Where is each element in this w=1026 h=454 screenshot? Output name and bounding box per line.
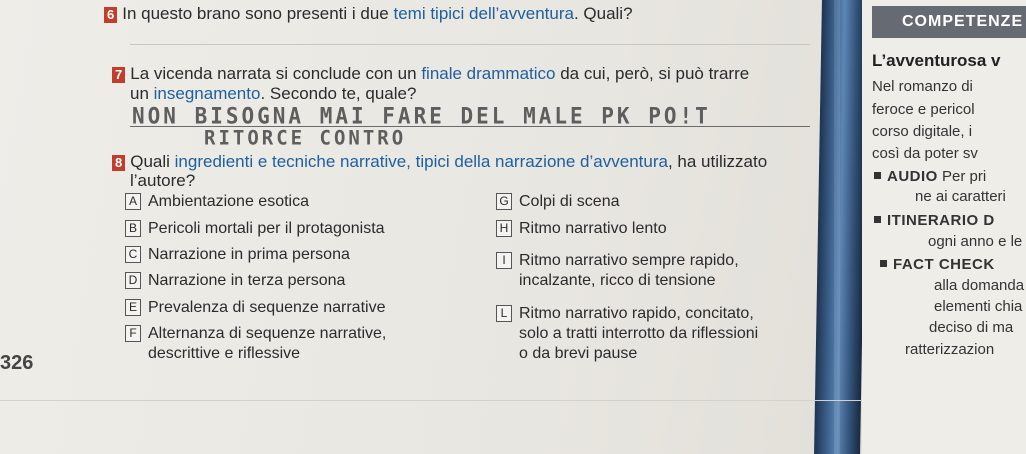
option-letter: C xyxy=(125,246,141,263)
bullet-icon xyxy=(874,216,881,223)
option-c[interactable]: C Narrazione in prima persona xyxy=(125,246,350,264)
sidebar-line: alla domanda xyxy=(934,277,1025,294)
question-8: 8 Quali ingredienti e tecniche narrative, tipici della narrazione d’avventura, ha utilizzato xyxy=(112,152,767,172)
sidebar-line: ne ai caratteri xyxy=(915,188,1006,205)
option-i-line2: incalzante, ricco di tensione xyxy=(519,272,716,289)
highlighted-term: finale drammatico xyxy=(421,64,556,83)
option-f-line2: descrittive e riflessive xyxy=(148,345,301,362)
option-l-line2: solo a tratti interrotto da riflessioni xyxy=(519,325,759,342)
option-d[interactable]: D Narrazione in terza persona xyxy=(125,272,345,290)
question-7-line2: un insegnamento. Secondo te, quale? xyxy=(130,84,417,103)
option-letter: F xyxy=(125,325,141,342)
page-edge xyxy=(0,400,862,401)
audio-item: AUDIO Per pri xyxy=(874,168,986,185)
option-b[interactable]: B Pericoli mortali per il protagonista xyxy=(125,220,385,238)
sidebar-line: così da poter sv xyxy=(872,145,978,162)
option-f[interactable]: F Alternanza di sequenze narrative, xyxy=(125,325,386,343)
question-6: 6 In questo brano sono presenti i due temi tipici dell’avventura. Quali? xyxy=(104,4,633,24)
sidebar-line: deciso di ma xyxy=(929,319,1014,336)
fact-check-item: FACT CHECK xyxy=(880,256,995,273)
option-letter: A xyxy=(125,193,141,210)
question-number: 6 xyxy=(104,7,117,23)
option-letter: E xyxy=(125,299,141,316)
bullet-icon xyxy=(874,172,881,179)
pencil-highlight xyxy=(834,0,840,454)
handwritten-answer-line1: NON BISOGNA MAI FARE DEL MALE PK PO!T xyxy=(132,103,711,129)
sidebar-line: elementi chia xyxy=(934,298,1023,315)
option-letter: H xyxy=(496,220,512,237)
page-number: 326 xyxy=(0,352,34,374)
question-number: 7 xyxy=(112,67,125,83)
option-letter: G xyxy=(496,193,512,210)
sidebar-line: corso digitale, i xyxy=(872,123,973,140)
option-h[interactable]: H Ritmo narrativo lento xyxy=(496,220,667,238)
option-e[interactable]: E Prevalenza di sequenze narrative xyxy=(125,299,385,317)
option-i[interactable]: I Ritmo narrativo sempre rapido, xyxy=(496,252,739,270)
option-a[interactable]: A Ambientazione esotica xyxy=(125,193,309,211)
option-l[interactable]: L Ritmo narrativo rapido, concitato, xyxy=(496,305,754,323)
option-letter: L xyxy=(496,305,512,322)
question-8-line2: l’autore? xyxy=(130,171,196,190)
option-letter: I xyxy=(496,252,512,269)
option-g[interactable]: G Colpi di scena xyxy=(496,193,620,211)
competenze-banner: COMPETENZE xyxy=(872,6,1026,38)
highlighted-term: ingredienti e tecniche narrative, tipici della narrazione d’avventura xyxy=(174,152,668,171)
divider xyxy=(130,44,810,45)
highlighted-term: temi tipici dell’avventura xyxy=(393,4,574,23)
itinerario-item: ITINERARIO D xyxy=(874,212,995,229)
sidebar-line: feroce e pericol xyxy=(872,101,975,118)
highlighted-term: insegnamento xyxy=(153,84,261,103)
sidebar-line: Nel romanzo di xyxy=(872,78,973,95)
option-letter: D xyxy=(125,272,141,289)
sidebar-line: ogni anno e le xyxy=(928,233,1023,250)
sidebar-title: L’avventurosa v xyxy=(872,51,1001,70)
option-letter: B xyxy=(125,220,141,237)
question-number: 8 xyxy=(112,155,125,171)
option-l-line3: o da brevi pause xyxy=(519,345,638,362)
sidebar-line: ratterizzazion xyxy=(905,341,995,358)
bullet-icon xyxy=(880,260,887,267)
question-7: 7 La vicenda narrata si conclude con un finale drammatico da cui, però, si può trarre xyxy=(112,64,749,84)
handwritten-answer-line2: RITORCE CONTRO xyxy=(204,126,407,150)
pencil xyxy=(814,0,868,454)
